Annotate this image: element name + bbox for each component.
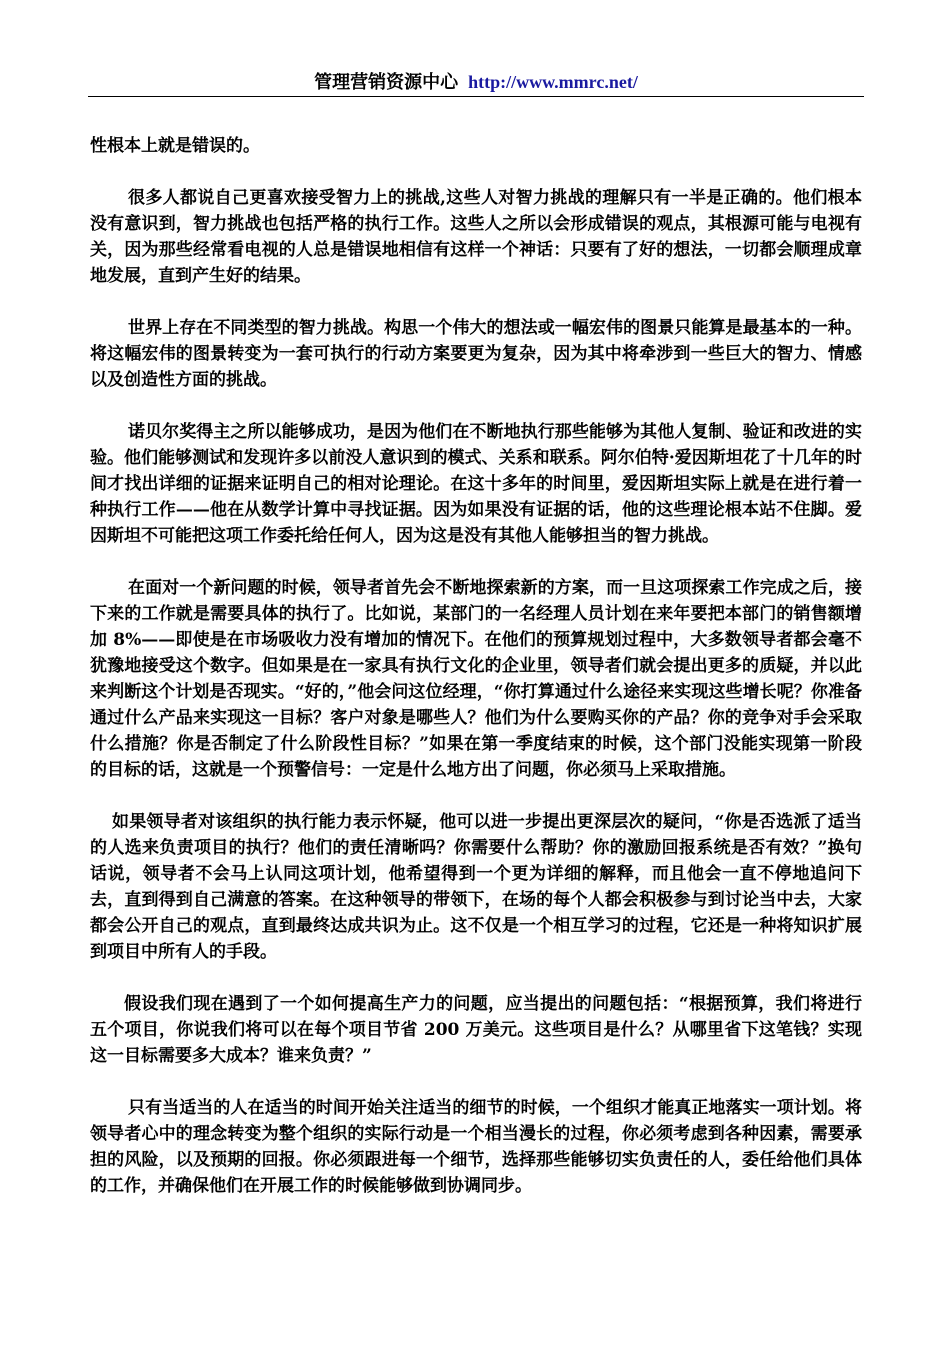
- paragraph: 只有当适当的人在适当的时间开始关注适当的细节的时候，一个组织才能真正地落实一项计划。将领导者心中的理念转变为整个组织的实际行动是一个相当漫长的过程，你必须考虑到各种因素，需要承担的风险，以及预期的回报。你必须跟进每一个细节，选择那些能够切实负责任的人，委任给他们具体的工作，并确保他们在开展工作的时候能够做到协调同步。: [90, 1098, 862, 1196]
- paragraph: 如果领导者对该组织的执行能力表示怀疑，他可以进一步提出更深层次的疑问，“你是否选派了适当的人选来负责项目的执行？他们的责任清晰吗？你需要什么帮助？你的激励回报系统是否有效？”换句话说，领导者不会马上认同这项计划，他希望得到一个更为详细的解释，而且他会一直不停地追问下去，直到得到自己满意的答案。在这种领导的带领下，在场的每个人都会积极参与到讨论当中去，大家都会公开自己的观点，直到最终达成共识为止。这不仅是一个相互学习的过程，它还是一种将知识扩展到项目中所有人的手段。: [90, 812, 862, 962]
- paragraph: 很多人都说自己更喜欢接受智力上的挑战,这些人对智力挑战的理解只有一半是正确的。他们根本没有意识到，智力挑战也包括严格的执行工作。这些人之所以会形成错误的观点，其根源可能与电视有关，因为那些经常看电视的人总是错误地相信有这样一个神话：只要有了好的想法，一切都会顺理成章地发展，直到产生好的结果。: [90, 188, 862, 286]
- paragraph: 假设我们现在遇到了一个如何提高生产力的问题，应当提出的问题包括：“根据预算，我们将进行五个项目，你说我们将可以在每个项目节省 200 万美元。这些项目是什么？从哪里省下这笔钱？实现这一目标需要多大成本？谁来负责？”: [90, 994, 862, 1066]
- header-rule: [88, 96, 864, 97]
- header-org-name: 管理营销资源中心: [314, 72, 459, 93]
- page-header: [88, 68, 864, 96]
- document-body: [90, 133, 862, 1199]
- header-url-link[interactable]: http://www.mmrc.net/: [468, 72, 638, 92]
- paragraph: 世界上存在不同类型的智力挑战。构思一个伟大的想法或一幅宏伟的图景只能算是最基本的一种。将这幅宏伟的图景转变为一套可执行的行动方案要更为复杂，因为其中将牵涉到一些巨大的智力、情感以及创造性方面的挑战。: [90, 318, 862, 390]
- paragraph: 诺贝尔奖得主之所以能够成功，是因为他们在不断地执行那些能够为其他人复制、验证和改进的实验。他们能够测试和发现许多以前没人意识到的模式、关系和联系。阿尔伯特·爱因斯坦花了十几年的时间才找出详细的证据来证明自己的相对论理论。在这十多年的时间里，爱因斯坦实际上就是在进行着一种执行工作——他在从数学计算中寻找证据。因为如果没有证据的话，他的这些理论根本站不住脚。爱因斯坦不可能把这项工作委托给任何人，因为这是没有其他人能够担当的智力挑战。: [90, 422, 862, 546]
- paragraph: 在面对一个新问题的时候，领导者首先会不断地探索新的方案，而一旦这项探索工作完成之后，接下来的工作就是需要具体的执行了。比如说，某部门的一名经理人员计划在来年要把本部门的销售额增加 8%——即使是在市场吸收力没有增加的情况下。在他们的预算规划过程中，大多数领导者都会毫不犹豫地接受这个数字。但如果是在一家具有执行文化的企业里，领导者们就会提出更多的质疑，并以此来判断这个计划是否现实。“好的，”他会问这位经理，“你打算通过什么途径来实现这些增长呢？你准备通过什么产品来实现这一目标？客户对象是哪些人？他们为什么要购买你的产品？你的竞争对手会采取什么措施？你是否制定了什么阶段性目标？”如果在第一季度结束的时候，这个部门没能实现第一阶段的目标的话，这就是一个预警信号：一定是什么地方出了问题，你必须马上采取措施。: [90, 578, 862, 780]
- paragraph-continuation: 性根本上就是错误的。: [90, 136, 260, 156]
